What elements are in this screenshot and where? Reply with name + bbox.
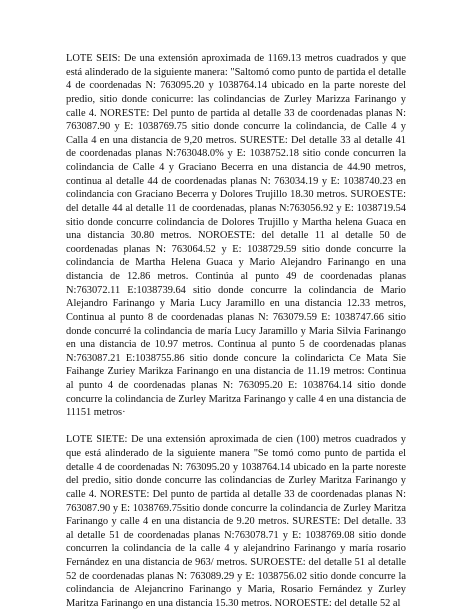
text-line: del detalle 44 al detalle 11 de coordenadas, planas N:763056.92 y E: 1038719.54 [66, 202, 406, 214]
text-line: sitio donde concurre colindancia de Dolores Trujillo y Martha helena Guaca en [66, 216, 406, 228]
text-line: 52 de coordenadas planas N: 763089.29 y E: 1038756.02 sitio donde concurre la [66, 570, 406, 582]
text-line: Maritza Farinango en una distancia 15.30 metros. NOROESTE: del detalle 52 al [66, 597, 401, 609]
text-line: LOTE SEIS: De una extensión aproximada de 1169.13 metros cuadrados y que [66, 53, 406, 64]
text-line: de coordenadas planas N:763048.0% y E: 1038752.18 sitio conde concurren la [66, 148, 406, 160]
text-line: predio, sitio donde conicurre: las colindancias de Zurley Marizza Farinango y [66, 93, 406, 105]
text-line: Faihange Zuriey Marikza Farinango en una distancia de 11.19 metros: Continua [66, 366, 406, 378]
text-line: al punto 4 de coordenadas planas N: 763095.20 E: 1038764.14 sitio donde [66, 380, 406, 391]
text-line: calle 4. NORESTE: Del punto de partida al detalle 33 de coordenadas planas N: [66, 488, 406, 500]
paragraph-lote-siete [66, 433, 406, 610]
text-line: LOTE SIETE: De una extensión aproximada de cien (100) metros cuadrados y [66, 434, 406, 446]
text-line: 11151 metros· [66, 407, 126, 419]
text-line: 763087.90 y E: 1038769.75 sitio donde concurre la colindancia, de Calle 4 y [66, 121, 406, 133]
text-line: colindancia de Alejancrino Farinango y Maria, Rosario Fernández y Zurley [66, 584, 406, 596]
text-line: al detalle 51 de coordenadas planas N:763078.71 y E: 1038769.08 sitio donde [66, 529, 406, 541]
text-line: concurren la colindancia de la calle 4 y alejandrino Farinango y maría rosario [66, 543, 406, 555]
text-line: detalle 4 de coordenadas N: 763095.20 y 1038764.14 ubicado en la parte noreste [66, 461, 406, 473]
text-line: que está alinderado de la siguiente manera "Se tomó como punto de partida el [66, 448, 406, 460]
text-line: del predio, sitio donde concurre las colindancias de Zurley Maritza Farinango y [66, 475, 406, 487]
text-line: 4 de coordenadas N: 763095.20 y 1038764.14 ubicado en la parte noreste del [66, 80, 406, 92]
text-line: concurre la colindancia de Zurley Maritza Farinango y calle 4 en una distancia de [66, 393, 406, 405]
text-line: Farinango y calle 4 en una distancia de 9.20 metros. SURESTE: Del detalle. 33 [66, 516, 406, 528]
text-line: está alinderado de la siguiente manera: "Saltomó como punto de partida el detalle [66, 66, 406, 78]
text-line: coordenadas planas N: 763064.52 y E: 1038729.59 sitio donde concurre la [66, 243, 406, 255]
text-line: colindancia de Calle 4 y Graciano Becerra en una distancia de 44.90 metros, [66, 162, 406, 173]
text-line: donde concurré la colindancia de maría Lucy Jaramillo y Maria Silvia Farinango [66, 325, 406, 337]
text-line: Alejandro Farinango y Maria Lucy Jaramillo en una distancia 12.33 metros, [66, 298, 406, 310]
text-line: Fernández en una distancia de 963/ metros. SUROESTE: del detalle 51 al detalle [66, 557, 406, 569]
text-line: calle 4. NORESTE: Del punto de partida al detalle 33 de coordenadas planas N: [66, 107, 406, 119]
paragraph-lote-seis [66, 52, 406, 420]
text-line: continua al detalle 44 de coordenadas planas N: 763034.19 y E: 1038740.23 en [66, 175, 406, 187]
text-line: N:763087.21 E:1038755.86 sitio donde concure la colindaricta Ce Mata Sie [66, 352, 406, 364]
text-line: colindancia con Graciano Becerra y Dolores Trujillo 18.30 metros. SUROESTE: [66, 189, 406, 201]
text-line: colindancia de Martha Helena Guaca y Mario Alejandro Farinango en una [66, 257, 406, 269]
text-line: N:763072.11 E:1038739.64 sitio donde concurre la colindancia de Mario [66, 284, 406, 296]
text-line: 763087.90 y E: 1038769.75sitio donde concurre la colindancia de Zurley Maritza [66, 502, 406, 514]
text-line: Calla 4 en una distancia de 9,20 metros. SURESTE: Del detalle 33 al detalle 41 [66, 134, 406, 146]
text-line: distancia de 12.86 metros. Continúa al punto 49 de coordenadas planas [66, 271, 406, 282]
text-line: en una distancia de 10.97 metros. Continua al punto 5 de coordenadas planas [66, 339, 406, 351]
text-line: Continua al punto 8 de coordenadas planas N: 763079.59 E: 1038747.66 sitio [66, 311, 406, 323]
text-line: una distancia 30.80 metros. NOROESTE: del detalle 11 al detalle 50 de [66, 230, 406, 242]
document-body [66, 52, 406, 611]
